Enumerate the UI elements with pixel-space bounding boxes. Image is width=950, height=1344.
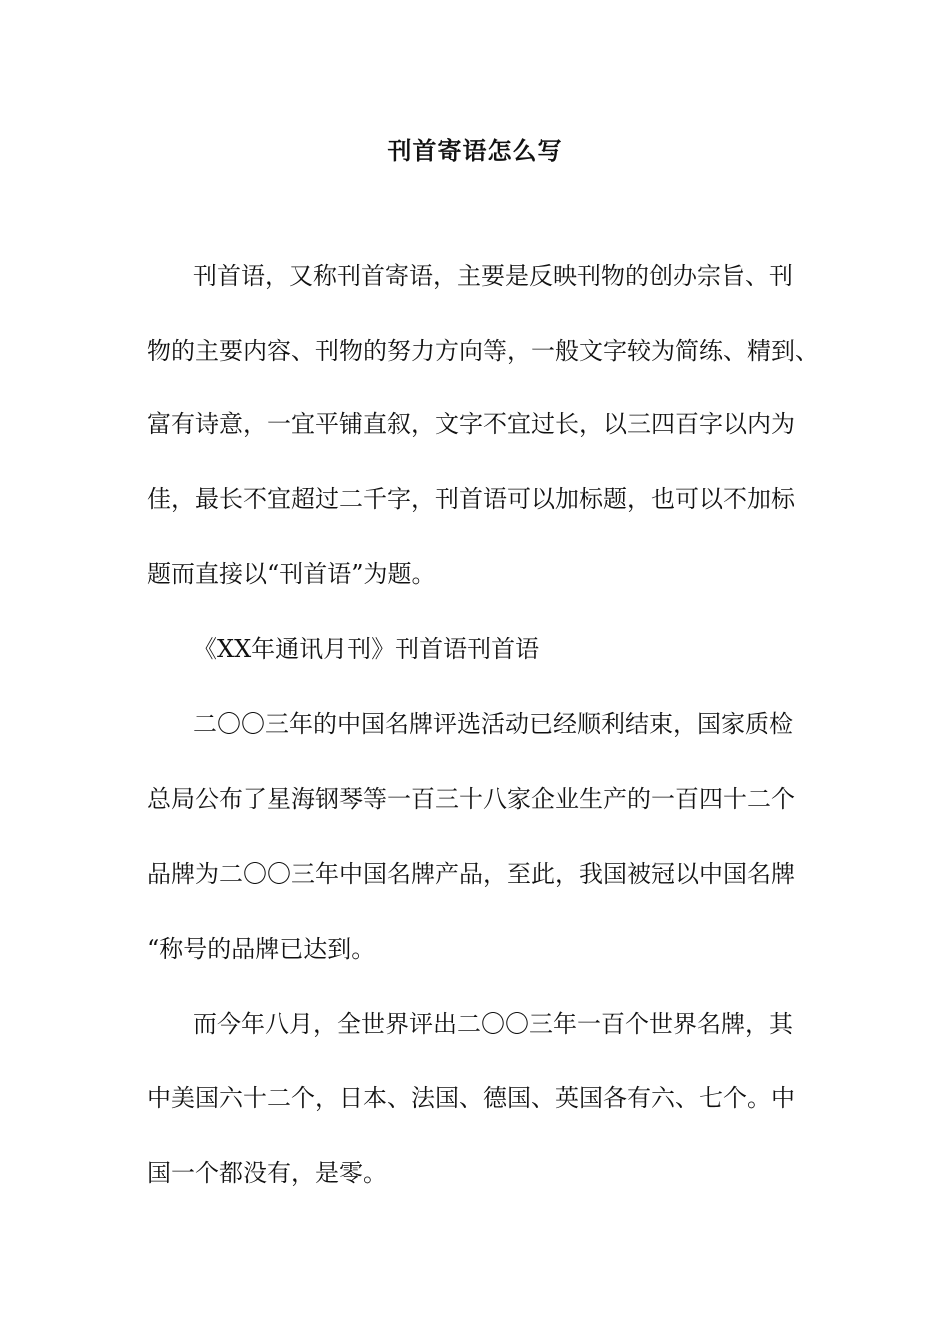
paragraph-line: 而今年八月，全世界评出二〇〇三年一百个世界名牌，其 (193, 1010, 793, 1038)
paragraph-line: 总局公布了星海钢琴等一百三十八家企业生产的一百四十二个 (147, 785, 795, 813)
paragraph-line: 物的主要内容、刊物的努力方向等，一般文字较为简练、精到、 (147, 337, 819, 365)
paragraph-line: 二〇〇三年的中国名牌评选活动已经顺利结束，国家质检 (193, 710, 793, 738)
paragraph-line: 富有诗意，一宜平铺直叙，文字不宜过长，以三四百字以内为 (147, 410, 795, 438)
paragraph-line: 佳，最长不宜超过二千字，刊首语可以加标题，也可以不加标 (147, 485, 795, 513)
paragraph-line: 中美国六十二个，日本、法国、德国、英国各有六、七个。中 (147, 1084, 795, 1112)
paragraph-line: 题而直接以“刊首语”为题。 (147, 560, 436, 588)
paragraph-line: 品牌为二〇〇三年中国名牌产品，至此，我国被冠以中国名牌 (147, 860, 795, 888)
paragraph-line: 国一个都没有，是零。 (147, 1159, 387, 1187)
paragraph-line: 刊首语，又称刊首寄语，主要是反映刊物的创办宗旨、刊 (193, 262, 793, 290)
document-title: 刊首寄语怎么写 (387, 136, 563, 165)
subheading-line: 《XX年通讯月刊》刊首语刊首语 (193, 635, 540, 663)
paragraph-line: “称号的品牌已达到。 (147, 935, 376, 963)
